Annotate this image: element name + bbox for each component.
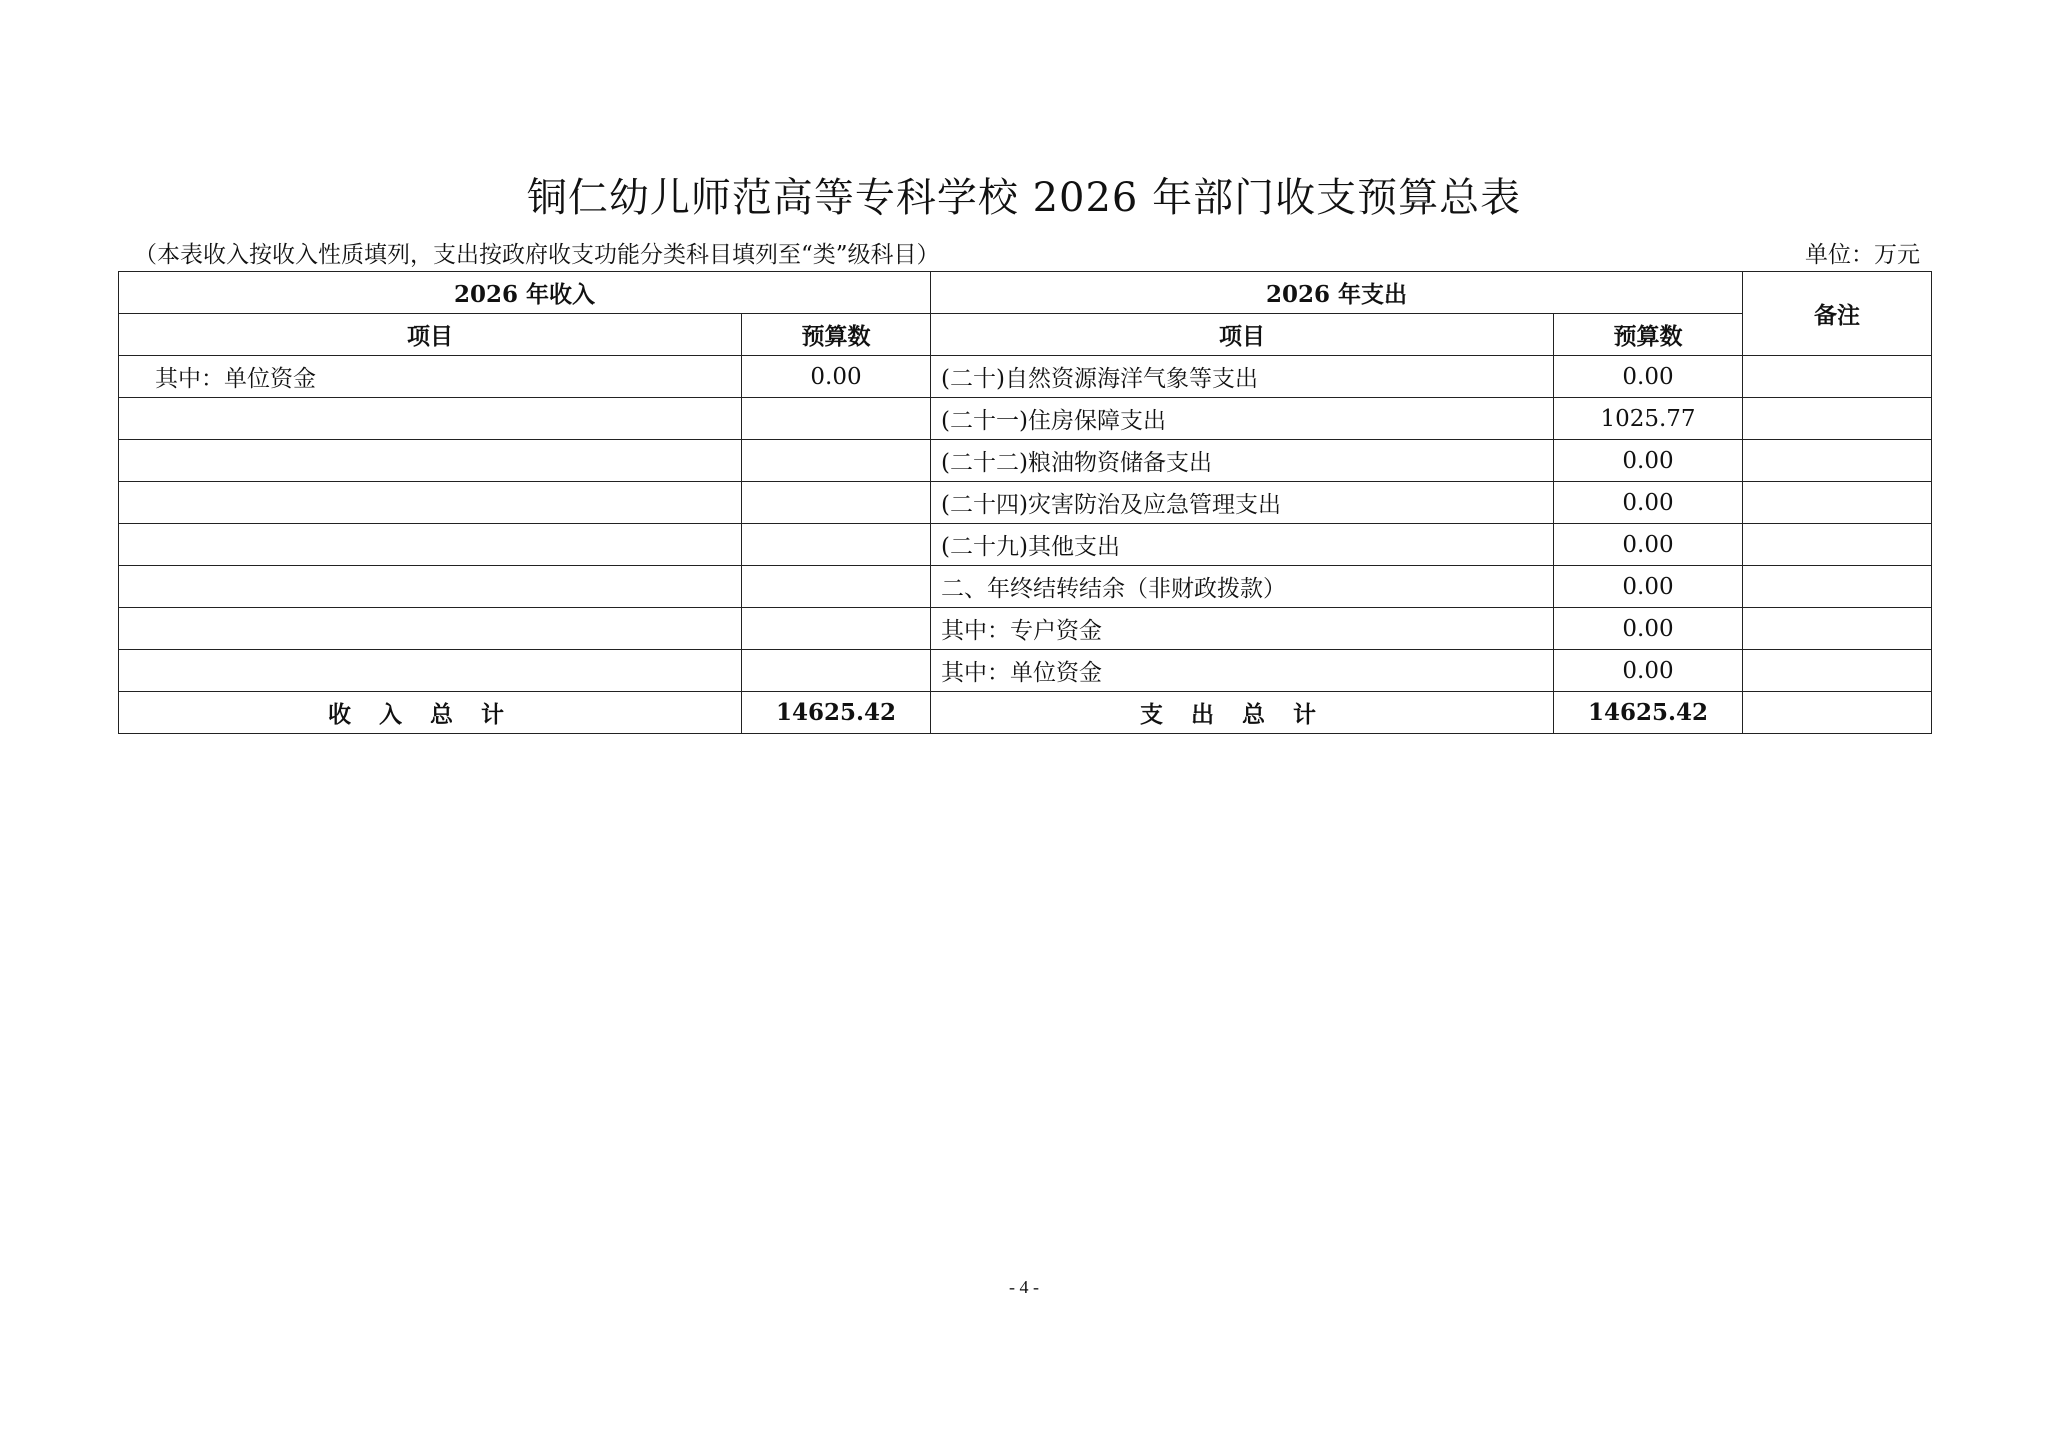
- expense-item-cell: 二、年终结转结余（非财政拨款）: [931, 566, 1554, 608]
- table-row: [119, 398, 1932, 440]
- expense-amount-header: 预算数: [1554, 314, 1743, 356]
- budget-summary-table: [118, 271, 1932, 734]
- expense-amount-cell: 0.00: [1554, 482, 1743, 524]
- document-title: 铜仁幼儿师范高等专科学校 2026 年部门收支预算总表: [526, 175, 1522, 221]
- income-total-amount: 14625.42: [742, 692, 931, 734]
- remark-cell: [1743, 608, 1932, 650]
- income-total-label: 收入总计: [119, 692, 742, 734]
- header-group-row: [119, 272, 1932, 314]
- income-amount-cell: [742, 440, 931, 482]
- table-row: [119, 650, 1932, 692]
- income-amount-cell: [742, 482, 931, 524]
- income-amount-cell: [742, 566, 931, 608]
- remark-cell: [1743, 356, 1932, 398]
- table-row: [119, 524, 1932, 566]
- remark-cell: [1743, 440, 1932, 482]
- expense-amount-cell: 0.00: [1554, 566, 1743, 608]
- unit-label: 单位：万元: [1805, 242, 1920, 268]
- income-item-cell: [119, 524, 742, 566]
- expense-amount-cell: 0.00: [1554, 440, 1743, 482]
- income-amount-cell: [742, 650, 931, 692]
- table-row: [119, 440, 1932, 482]
- table-row: [119, 356, 1932, 398]
- table-row: [119, 566, 1932, 608]
- income-item-cell: [119, 440, 742, 482]
- income-item-cell: [119, 650, 742, 692]
- income-amount-header: 预算数: [742, 314, 931, 356]
- income-amount-cell: [742, 398, 931, 440]
- expense-total-amount: 14625.42: [1554, 692, 1743, 734]
- expense-total-label: 支出总计: [931, 692, 1554, 734]
- total-row: [119, 692, 1932, 734]
- expense-item-cell: (二十九)其他支出: [931, 524, 1554, 566]
- page-number: - 4 -: [1009, 1277, 1039, 1297]
- expense-item-cell: (二十一)住房保障支出: [931, 398, 1554, 440]
- expense-item-cell: (二十二)粮油物资储备支出: [931, 440, 1554, 482]
- income-item-cell: [119, 608, 742, 650]
- income-item-cell: 其中：单位资金: [119, 356, 742, 398]
- remark-header: 备注: [1743, 272, 1932, 356]
- remark-cell: [1743, 398, 1932, 440]
- remark-cell: [1743, 650, 1932, 692]
- remark-cell: [1743, 482, 1932, 524]
- expense-amount-cell: 1025.77: [1554, 398, 1743, 440]
- table-row: [119, 482, 1932, 524]
- expense-amount-cell: 0.00: [1554, 650, 1743, 692]
- header-column-row: [119, 314, 1932, 356]
- income-item-cell: [119, 398, 742, 440]
- remark-cell: [1743, 524, 1932, 566]
- income-amount-cell: [742, 524, 931, 566]
- income-item-cell: [119, 482, 742, 524]
- expense-item-cell: 其中：单位资金: [931, 650, 1554, 692]
- income-group-header: 2026 年收入: [119, 272, 931, 314]
- expense-item-header: 项目: [931, 314, 1554, 356]
- expense-item-cell: (二十四)灾害防治及应急管理支出: [931, 482, 1554, 524]
- income-amount-cell: 0.00: [742, 356, 931, 398]
- expense-item-cell: 其中：专户资金: [931, 608, 1554, 650]
- remark-cell: [1743, 566, 1932, 608]
- income-item-header: 项目: [119, 314, 742, 356]
- income-item-cell: [119, 566, 742, 608]
- expense-group-header: 2026 年支出: [931, 272, 1743, 314]
- table-note: （本表收入按收入性质填列，支出按政府收支功能分类科目填列至“类”级科目）: [134, 242, 940, 268]
- income-amount-cell: [742, 608, 931, 650]
- expense-amount-cell: 0.00: [1554, 356, 1743, 398]
- expense-amount-cell: 0.00: [1554, 608, 1743, 650]
- expense-item-cell: (二十)自然资源海洋气象等支出: [931, 356, 1554, 398]
- table-row: [119, 608, 1932, 650]
- expense-amount-cell: 0.00: [1554, 524, 1743, 566]
- total-remark-cell: [1743, 692, 1932, 734]
